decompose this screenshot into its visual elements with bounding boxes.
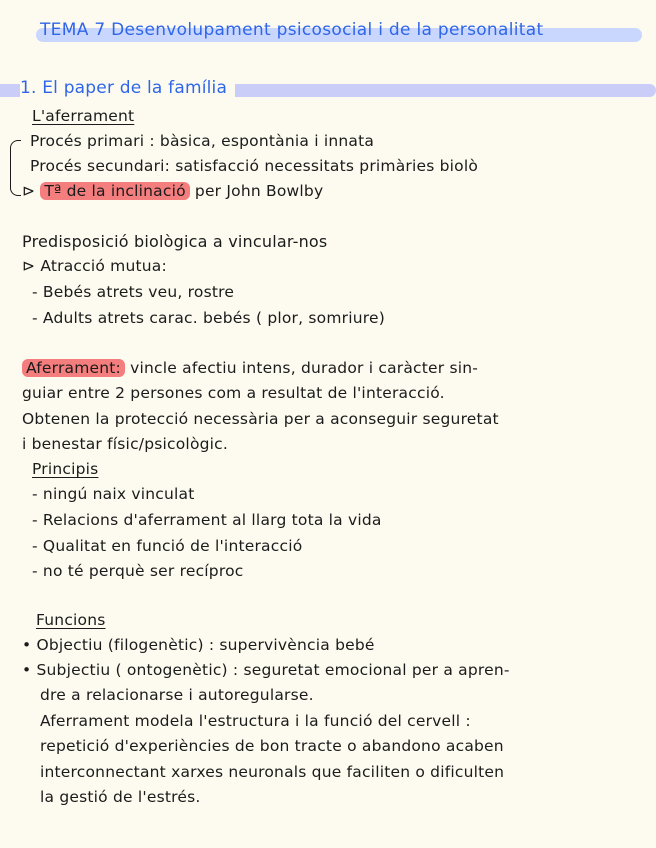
cervell-line-4: la gestió de l'estrés. [40,788,201,806]
section-heading: 1. El paper de la família [20,78,235,98]
aferrament-heading: L'aferrament [32,107,135,125]
principi-item: - Qualitat en funció de l'interacció [32,537,303,555]
teoria-rest: per John Bowlby [194,182,324,200]
page-title: TEMA 7 Desenvolupament psicosocial i de la personalitat [40,20,544,40]
aferrament-highlight: Aferrament: [22,359,125,377]
proces-secundari: Procés secundari: satisfacció necessitats primàries biolò [30,157,479,175]
bebes-item: - Bebés atrets veu, rostre [32,283,235,301]
cervell-line-3: interconnectant xarxes neuronals que faciliten o dificulten [40,763,505,781]
proces-primari: Procés primari : bàsica, espontània i innata [30,132,375,150]
cervell-line-1: Aferrament modela l'estructura i la funció del cervell : [40,712,471,730]
funcio-subjectiu: • Subjectiu ( ontogenètic) : seguretat emocional per a apren- [22,661,510,679]
definition-line-1 [22,359,478,377]
funcio-subjectiu-cont: dre a relacionarse i autoregularse. [40,686,314,704]
principis-heading: Principis [32,460,99,478]
teoria-line [22,182,323,200]
funcions-heading: Funcions [36,611,106,629]
principi-item: - Relacions d'aferrament al llarg tota la vida [32,511,382,529]
principi-item: - ningú naix vinculat [32,485,195,503]
adults-item: - Adults atrets carac. bebés ( plor, somriure) [32,309,385,327]
arrow-icon: ⊳ [22,182,36,200]
cervell-line-2: repetició d'experiències de bon tracte o abandono acaben [40,737,504,755]
predisposicio: Predisposició biològica a vincular-nos [22,232,328,251]
principi-item: - no té perquè ser recíproc [32,562,244,580]
definition-text-1: vincle afectiu intens, durador i caràcter sin- [130,359,479,377]
definition-line-3: Obtenen la protecció necessària per a aconseguir seguretat [22,410,499,428]
brace-bracket [10,140,21,196]
atraccio: ⊳ Atracció mutua: [22,257,167,275]
funcio-objectiu: • Objectiu (filogenètic) : supervivència bebé [22,636,375,654]
definition-line-2: guiar entre 2 persones com a resultat de l'interacció. [22,384,445,402]
definition-line-4: i benestar físic/psicològic. [22,435,229,453]
teoria-highlight: Tª de la inclinació [40,182,189,200]
